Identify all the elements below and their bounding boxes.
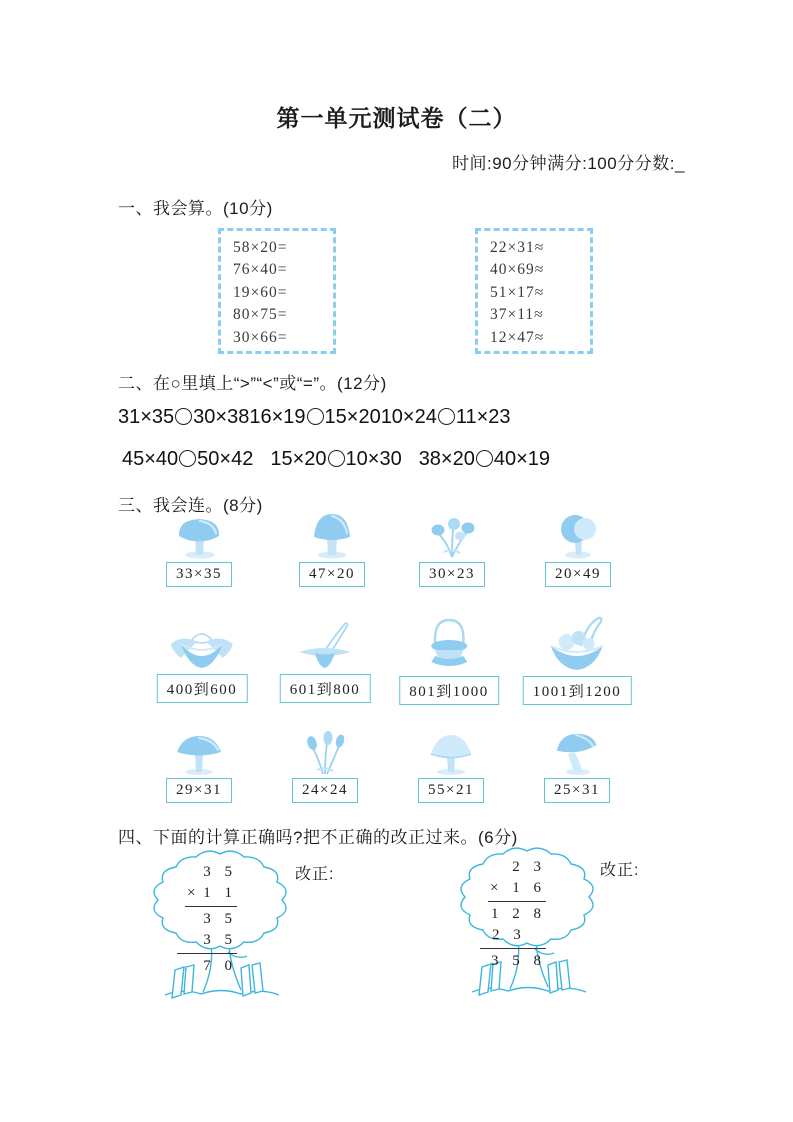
flower-icon [426, 514, 478, 560]
comparison-item [419, 448, 550, 470]
answer-circle [179, 450, 196, 467]
comparison-left: 15×20 [270, 448, 327, 470]
calc-problem: 37×11≈ [490, 306, 544, 324]
calc-problem: 22×31≈ [490, 239, 545, 256]
product-result: 7 0 [203, 958, 237, 974]
section2-heading: 二、在○里填上“>”“<”或“=”。(12分) [118, 374, 387, 393]
match-cell [157, 622, 248, 703]
multiplier: 1 6 [512, 880, 546, 896]
mushroom-flat-icon [171, 732, 227, 776]
multiplicand: 2 3 [512, 859, 546, 875]
calc-problem: 40×69≈ [490, 261, 545, 279]
multiplicand: 3 5 [203, 864, 237, 880]
correction-label-2: 改正: [600, 862, 640, 879]
rule-line [185, 906, 237, 907]
multiply-sign: × [490, 880, 499, 896]
match-cell [292, 730, 358, 803]
comparison-right: 15×20 [324, 406, 381, 428]
comparison-row-2 [122, 448, 567, 471]
comparison-row-1 [118, 406, 511, 429]
calc-problem: 80×75= [233, 306, 288, 324]
product-result: 3 5 8 [491, 953, 546, 969]
basket-tall-handle-icon [421, 618, 477, 674]
flower-buds-icon [301, 730, 349, 776]
calc-problem: 19×60= [233, 283, 288, 301]
match-label-box: 801到1000 [399, 676, 499, 705]
comparison-item [122, 448, 253, 470]
comparison-right: 30×38 [193, 406, 250, 428]
tree-problem-2 [452, 847, 602, 1012]
tree-problem-1 [145, 850, 295, 1015]
match-cell [545, 512, 611, 587]
mushroom-pale-icon [423, 732, 479, 776]
partial-product-1: 3 5 [203, 911, 237, 927]
match-label-box: 47×20 [299, 562, 365, 587]
match-cell [419, 514, 485, 587]
match-label-box: 20×49 [545, 562, 611, 587]
vertical-multiplication-2 [490, 857, 546, 972]
round-mushroom-icon [552, 512, 604, 560]
match-cell [299, 510, 365, 587]
match-label-box: 25×31 [544, 778, 610, 803]
answer-circle [438, 408, 455, 425]
calc-problem: 76×40= [233, 261, 288, 279]
mushroom-dome-icon [306, 510, 358, 560]
page-title: 第一单元测试卷（二） [276, 105, 517, 131]
match-cell [418, 732, 484, 803]
comparison-item [249, 406, 380, 428]
multiply-sign: × [187, 885, 196, 901]
test-meta-line: 时间:90分钟满分:100分分数:_ [452, 154, 685, 173]
comparison-right: 50×42 [197, 448, 254, 470]
correction-label-1: 改正: [295, 866, 335, 883]
comparison-left: 31×35 [118, 406, 175, 428]
comparison-item [381, 406, 511, 428]
rule-line [480, 948, 546, 949]
match-cell [523, 616, 632, 705]
match-cell [399, 618, 499, 705]
calc-problem: 58×20= [233, 239, 288, 256]
calc-box-exact [218, 228, 336, 354]
comparison-left: 16×19 [249, 406, 306, 428]
match-label-box: 33×35 [166, 562, 232, 587]
multiplier: 1 1 [203, 885, 237, 901]
calc-problem: 30×66= [233, 328, 288, 346]
match-cell [544, 730, 610, 803]
answer-circle [175, 408, 192, 425]
mushroom-leaning-icon [552, 730, 602, 776]
answer-circle [328, 450, 345, 467]
basket-hat-icon [293, 620, 357, 672]
partial-product-2: 2 3 [492, 927, 526, 943]
basket-leaves-icon [167, 622, 237, 672]
basket-fruit-icon [543, 616, 611, 674]
match-label-box: 601到800 [280, 674, 371, 703]
match-cell [166, 514, 232, 587]
match-label-box: 29×31 [166, 778, 232, 803]
vertical-multiplication-1 [187, 862, 237, 977]
partial-product-1: 1 2 8 [491, 906, 546, 922]
comparison-left: 38×20 [418, 448, 475, 470]
calc-problem: 12×47≈ [490, 328, 545, 346]
partial-product-2: 3 5 [203, 932, 237, 948]
comparison-right: 40×19 [493, 448, 551, 470]
comparison-item [118, 406, 249, 428]
calc-box-estimate [475, 228, 593, 354]
rule-line [177, 953, 237, 954]
comparison-right: 11×23 [455, 406, 511, 428]
answer-circle [476, 450, 493, 467]
calc-problem: 51×17≈ [490, 283, 545, 301]
match-label-box: 24×24 [292, 778, 358, 803]
match-cell [280, 620, 371, 703]
match-label-box: 30×23 [419, 562, 485, 587]
rule-line [488, 901, 546, 902]
answer-circle [307, 408, 324, 425]
comparison-left: 45×40 [122, 448, 179, 470]
section1-heading: 一、我会算。(10分) [118, 199, 273, 218]
comparison-right: 10×30 [345, 448, 402, 470]
comparison-item [270, 448, 401, 470]
mushroom-icon [173, 514, 225, 560]
match-cell [166, 732, 232, 803]
section3-heading: 三、我会连。(8分) [118, 496, 263, 515]
match-label-box: 55×21 [418, 778, 484, 803]
match-label-box: 400到600 [157, 674, 248, 703]
comparison-left: 10×24 [380, 406, 437, 428]
match-label-box: 1001到1200 [523, 676, 632, 705]
section4-heading: 四、下面的计算正确吗?把不正确的改正过来。(6分) [118, 828, 518, 847]
